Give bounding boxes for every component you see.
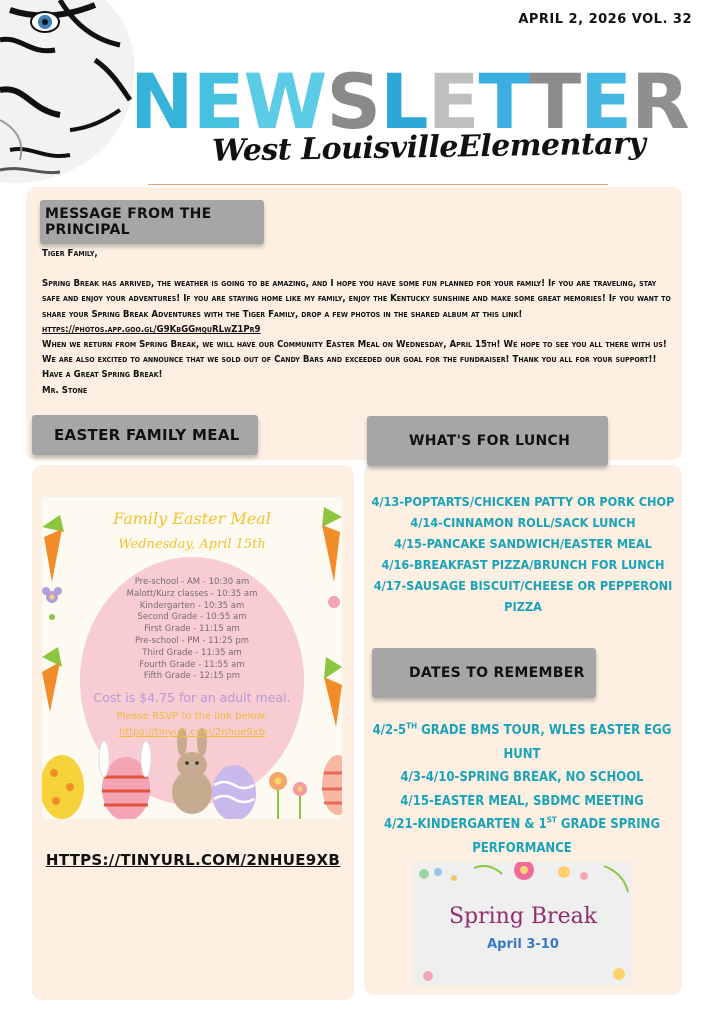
easter-meal-flyer xyxy=(42,497,342,819)
flower-icon xyxy=(558,866,588,880)
date-item: 4/15-EASTER MEAL, SBDMC MEETING xyxy=(400,793,644,809)
flower-icon xyxy=(419,868,457,881)
easter-section-heading: EASTER FAMILY MEAL xyxy=(32,415,258,455)
lunch-item: 4/13-POPTARTS/CHICKEN PATTY OR PORK CHOP xyxy=(371,494,675,509)
lunch-item: 4/16-BREAKFAST PIZZA/BRUNCH FOR LUNCH xyxy=(381,557,665,572)
flyer-date: Wednesday, April 15th xyxy=(118,537,266,552)
schedule-line: First Grade - 11:15 am xyxy=(144,624,240,635)
spring-break-dates: April 3-10 xyxy=(487,937,559,952)
principal-paragraph: Spring Break has arrived, the weather is going to be amazing, and I hope you have some fun planned for your family! If you are traveling, stay safe and enjoy your adventures! If you are staying home like my family, enjoy the Kentucky sunshine and make some great memories! If you want to share your Spring Break Adventures with the Tiger Family, drop a few photos in the shared album at this link! https://photos.app.goo.gl/G9KbGGmquRLwZ1Pr9 xyxy=(42,278,671,335)
striped-egg-icon xyxy=(322,755,342,815)
principal-closing: Have a Great Spring Break! xyxy=(42,369,163,381)
tiger-mascot-illustration xyxy=(0,0,140,185)
flyer-cost: Cost is $4.75 for an adult meal. xyxy=(93,690,291,705)
lunch-section-heading: WHAT'S FOR LUNCH xyxy=(367,416,608,466)
schedule-line: Pre-school - AM - 10:30 am xyxy=(134,577,250,587)
masthead-letter: E xyxy=(580,57,632,146)
masthead-letter: L xyxy=(380,57,428,146)
photo-album-link[interactable]: https://photos.app.goo.gl/G9KbGGmquRLwZ1Pr9 xyxy=(42,323,261,335)
principal-paragraph: When we return from Spring Break, we will have our Community Easter Meal on Wednesday, April 15th! We hope to see you all there with us! We are also excited to announce that we sold out of Candy Bars and exceeded our goal for the fundraiser! Thank you all for your support!! xyxy=(42,339,667,366)
masthead-letter: T xyxy=(529,57,581,146)
principal-signature: Mr. Stone xyxy=(42,384,88,396)
principal-greeting: Tiger Family, xyxy=(42,248,98,259)
lunch-item: 4/15-PANCAKE SANDWICH/EASTER MEAL xyxy=(394,536,652,551)
schedule-line: Malott/Kurz classes - 10:35 am xyxy=(126,588,258,599)
header-divider xyxy=(148,184,608,185)
bunny-icon xyxy=(172,728,212,814)
dates-section-heading: DATES TO REMEMBER xyxy=(372,648,596,698)
flower-icon xyxy=(423,968,625,981)
dates-list xyxy=(372,719,672,860)
principal-section-heading: MESSAGE FROM THE PRINCIPAL xyxy=(40,200,264,244)
flower-icon xyxy=(514,862,534,880)
masthead-letter: E xyxy=(192,57,244,146)
masthead-letter: S xyxy=(326,57,381,146)
date-item: 4/2-5TH GRADE BMS TOUR, WLES EASTER EGG HUNT xyxy=(372,721,672,762)
principal-message xyxy=(42,246,672,398)
schedule-line: Fifth Grade - 12:15 pm xyxy=(143,671,241,682)
schedule-line: Second Grade - 10:55 am xyxy=(137,612,247,623)
issue-date-volume: APRIL 2, 2026 VOL. 32 xyxy=(518,12,692,27)
flyer-rsvp-link[interactable]: https://tinyurl.com/2nhue9xb xyxy=(118,727,266,738)
school-name: West LouisvilleElementary xyxy=(211,126,646,169)
masthead-letter: W xyxy=(243,57,327,146)
masthead-letter: E xyxy=(427,57,479,146)
lunch-menu xyxy=(368,491,678,617)
polka-dot-egg-icon xyxy=(42,755,84,819)
masthead-letter: N xyxy=(130,57,193,146)
lunch-item: 4/17-SAUSAGE BISCUIT/CHEESE OR PEPPERONI PIZZA xyxy=(373,578,673,614)
flower-icon xyxy=(269,772,307,819)
flyer-rsvp: Please RSVP to the link below: xyxy=(116,711,268,722)
leaf-icon xyxy=(474,866,628,892)
schedule-line: Third Grade - 11:35 am xyxy=(142,647,242,658)
schedule-line: Fourth Grade - 11:55 am xyxy=(139,659,245,670)
date-item: 4/3-4/10-SPRING BREAK, NO SCHOOL xyxy=(400,770,644,785)
flyer-title: Family Easter Meal xyxy=(113,509,271,528)
flyer-schedule xyxy=(42,577,342,683)
spring-break-card xyxy=(414,862,632,986)
easter-rsvp-link[interactable]: HTTPS://TINYURL.COM/2NHUE9XB xyxy=(45,851,341,869)
patterned-egg-icon xyxy=(212,765,256,819)
lunch-item: 4/14-CINNAMON ROLL/SACK LUNCH xyxy=(410,515,636,530)
schedule-line: Pre-school - PM - 11:25 pm xyxy=(134,635,250,646)
date-item: 4/21-KINDERGARTEN & 1ST GRADE SPRING PERFORMANCE xyxy=(383,815,661,856)
spring-break-title: Spring Break xyxy=(448,904,598,929)
masthead-letter: R xyxy=(631,57,689,146)
schedule-line: Kindergarten - 10:35 am xyxy=(139,600,245,611)
masthead-letter: T xyxy=(478,57,530,146)
